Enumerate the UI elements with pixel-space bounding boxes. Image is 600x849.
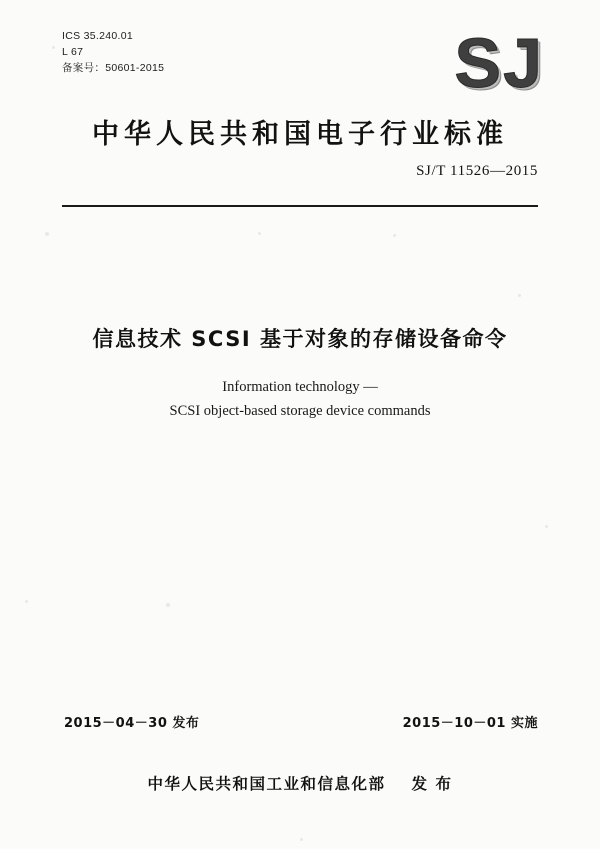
paper-speck: [258, 232, 261, 235]
paper-speck: [25, 600, 28, 603]
sj-logo-text: SJ: [454, 24, 544, 102]
document-title-en-line1: Information technology —: [222, 379, 378, 395]
sj-logo: [412, 26, 544, 100]
effective-date: 2015－10－01 实施: [402, 716, 538, 731]
paper-speck: [300, 838, 303, 841]
document-title-cn: 信息技术 SCSI 基于对象的存储设备命令: [92, 327, 508, 351]
issuer-suffix: 发 布: [411, 775, 453, 793]
header-meta: [62, 28, 164, 76]
document-title-en-line2: SCSI object-based storage device commands: [169, 403, 431, 419]
paper-speck: [166, 603, 170, 607]
standard-code: SJ/T 11526—2015: [416, 163, 538, 179]
record-number: 备案号：50601-2015: [62, 62, 165, 74]
classification-code: L 67: [62, 46, 84, 58]
document-title-en: [0, 375, 600, 423]
paper-speck: [45, 232, 49, 236]
paper-speck: [393, 234, 396, 237]
ics-number: ICS 35.240.01: [62, 30, 134, 42]
paper-speck: [518, 294, 521, 297]
issue-date: 2015－04－30 发布: [64, 716, 200, 731]
issuer-line: [0, 772, 600, 794]
issuer-name: 中华人民共和国工业和信息化部: [147, 775, 386, 793]
paper-speck: [52, 46, 55, 49]
standard-series-title: 中华人民共和国电子行业标准: [92, 119, 508, 150]
paper-speck: [545, 525, 548, 528]
horizontal-divider: [62, 205, 538, 207]
